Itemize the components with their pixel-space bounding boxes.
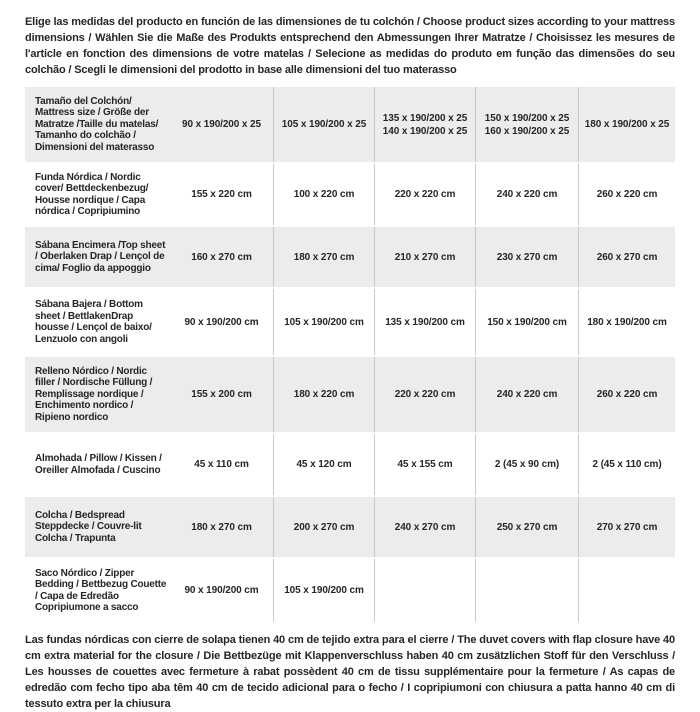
cell-value: 2 (45 x 110 cm) xyxy=(578,434,675,495)
table-row-bedspread xyxy=(25,497,675,559)
cell-value: 135 x 190/200 cm xyxy=(374,289,475,355)
cell-value: 240 x 270 cm xyxy=(374,497,475,557)
cell-value: 155 x 220 cm xyxy=(191,189,252,200)
cell-value: 260 x 270 cm xyxy=(578,227,675,287)
cell-value: 240 x 220 cm xyxy=(475,357,578,432)
cell-value: 230 x 270 cm xyxy=(475,227,578,287)
cell-mattress-105: 105 x 190/200 x 25 xyxy=(273,87,374,162)
row-label-nordic-filler: Relleno Nórdico / Nordic filler / Nordische Füllung / Remplissage nordique / Enchimento nordico / Ripieno nordico xyxy=(35,365,153,423)
cell-value: 220 x 220 cm xyxy=(374,357,475,432)
row-label-mattress-size: Tamaño del Colchón/ Mattress size / Größe der Matratze /Taille du matelas/ Tamanho do colchão / Dimensioni del materasso xyxy=(35,95,159,153)
cell-value: 45 x 120 cm xyxy=(273,434,374,495)
cell-mattress-90: 90 x 190/200 x 25 xyxy=(182,119,261,130)
size-table xyxy=(25,87,675,624)
cell-value: 260 x 220 cm xyxy=(578,357,675,432)
cell-value: 220 x 220 cm xyxy=(374,164,475,225)
cell-value: 150 x 190/200 cm xyxy=(475,289,578,355)
row-label-bedspread: Colcha / Bedspread Steppdecke / Couvre-lit Colcha / Trapunta xyxy=(35,509,142,544)
cell-value: 180 x 270 cm xyxy=(191,521,252,533)
cell-mattress-135-140: 135 x 190/200 x 25 140 x 190/200 x 25 xyxy=(374,87,475,162)
cell-mattress-150-160: 150 x 190/200 x 25 160 x 190/200 x 25 xyxy=(475,87,578,162)
cell-value: 105 x 190/200 cm xyxy=(273,289,374,355)
row-label-top-sheet: Sábana Encimera /Top sheet / Oberlaken Drap / Lençol de cima/ Foglio da appoggio xyxy=(35,239,166,274)
cell-value: 45 x 155 cm xyxy=(374,434,475,495)
cell-value: 180 x 220 cm xyxy=(273,357,374,432)
cell-value: 105 x 190/200 cm xyxy=(273,559,374,622)
cell-value: 270 x 270 cm xyxy=(578,497,675,557)
cell-value: 155 x 200 cm xyxy=(191,389,252,400)
cell-empty xyxy=(475,559,578,622)
cell-value: 260 x 220 cm xyxy=(578,164,675,225)
cell-value: 180 x 190/200 cm xyxy=(578,289,675,355)
table-row-nordic-filler xyxy=(25,357,675,434)
cell-value: 210 x 270 cm xyxy=(374,227,475,287)
cell-value: 240 x 220 cm xyxy=(475,164,578,225)
cell-empty xyxy=(374,559,475,622)
table-row-bottom-sheet xyxy=(25,289,675,357)
cell-value: 250 x 270 cm xyxy=(475,497,578,557)
row-label-bottom-sheet: Sábana Bajera / Bottom sheet / BettlakenDrap housse / Lençol de baixo/ Lenzuolo con angoli xyxy=(35,299,152,345)
footnote-text: Las fundas nórdicas con cierre de solapa tienen 40 cm de tejido extra para el cierre / The duvet covers with flap closure have 40 cm extra material for the closure / Die Bettbezüge mit Klappenverschluss haben 40 cm zusätzlichen Stoff für den Verschluss / Les housses de couettes avec fermeture à rabat possèdent 40 cm de tissu supplémentaire pour la fermeture / As capas de edredão com fecho tipo aba têm 40 cm de tecido adicional para o fecho / I copripiumoni con chiusura a patta hanno 40 cm di tessuto extra per la chiusura xyxy=(25,634,675,710)
row-label-nordic-cover: Funda Nórdica / Nordic cover/ Bettdeckenbezug/ Housse nordique / Capa nórdica / Copripiumino xyxy=(35,171,149,217)
cell-empty xyxy=(578,559,675,622)
table-row-zipper-bedding xyxy=(25,559,675,624)
table-row-top-sheet xyxy=(25,227,675,289)
row-label-pillow: Almohada / Pillow / Kissen / Oreiller Almofada / Cuscino xyxy=(35,453,162,476)
cell-value: 180 x 270 cm xyxy=(273,227,374,287)
table-row-pillow xyxy=(25,434,675,497)
cell-value: 90 x 190/200 cm xyxy=(184,585,259,596)
cell-value: 160 x 270 cm xyxy=(191,251,252,263)
cell-mattress-180: 180 x 190/200 x 25 xyxy=(578,87,675,162)
table-header-row xyxy=(25,87,675,164)
cell-value: 45 x 110 cm xyxy=(194,459,249,470)
table-row-nordic-cover xyxy=(25,164,675,227)
cell-value: 90 x 190/200 cm xyxy=(184,316,259,328)
cell-value: 100 x 220 cm xyxy=(273,164,374,225)
cell-value: 200 x 270 cm xyxy=(273,497,374,557)
cell-value: 2 (45 x 90 cm) xyxy=(475,434,578,495)
intro-text: Elige las medidas del producto en función de las dimensiones de tu colchón / Choose product sizes according to your mattress dimensions / Wählen Sie die Maße des Produkts entsprechend den Abmessungen Ihrer Matratze / Choisissez les mesures de l'article en fonction des dimensions de votre matelas / Selecione as medidas do produto em função das dimensões do seu colchão / Scegli le dimensioni del prodotto in base alle dimensioni del tuo materasso xyxy=(25,16,675,76)
row-label-zipper-bedding: Saco Nórdico / Zipper Bedding / Bettbezug Couette / Capa de Edredão Copripiumone a sacco xyxy=(35,567,167,613)
